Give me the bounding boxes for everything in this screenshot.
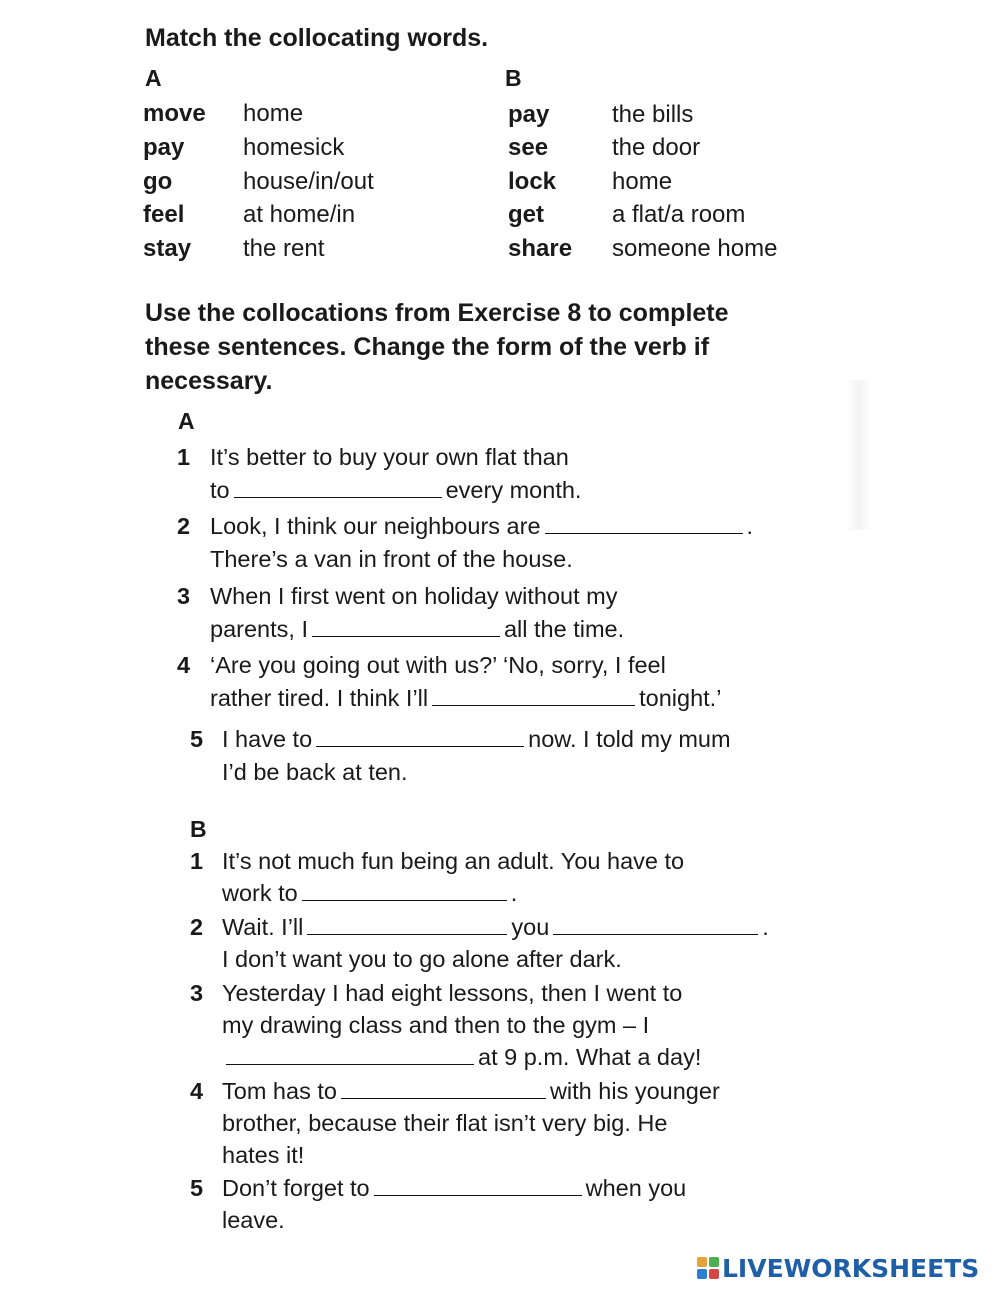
instruction-line: these sentences. Change the form of the verb if — [145, 333, 710, 361]
col-a-phrase: at home/in — [243, 201, 356, 228]
col-a-verb: stay — [143, 235, 192, 262]
sentence-line: parents, I all the time. — [210, 616, 625, 642]
sentence-line: to every month. — [210, 477, 582, 503]
item-number: 3 — [190, 980, 204, 1006]
col-a-verb: go — [143, 168, 173, 195]
sentence-line: There’s a van in front of the house. — [210, 546, 573, 572]
col-a-verb: move — [143, 100, 206, 127]
col-b-verb: get — [508, 201, 544, 228]
sentence-line: Don’t forget to when you — [222, 1175, 687, 1201]
col-a-phrase: homesick — [243, 134, 345, 161]
col-b-phrase: a flat/a room — [612, 201, 746, 228]
col-b-verb: see — [508, 134, 549, 161]
section-a-heading: A — [178, 408, 195, 434]
brand-name: LIVEWORKSHEETS — [722, 1253, 980, 1283]
item-number: 5 — [190, 1175, 204, 1201]
logo-tile-l — [697, 1257, 707, 1267]
col-a-phrase: home — [243, 100, 304, 127]
sentence-line: rather tired. I think I’ll tonight.’ — [210, 685, 722, 711]
sentence-line: I have to now. I told my mum — [222, 726, 731, 752]
instruction-line: Use the collocations from Exercise 8 to complete — [145, 299, 729, 327]
sentence-line: work to . — [222, 880, 518, 906]
sentence-line: Yesterday I had eight lessons, then I went to — [222, 980, 683, 1006]
answer-blank[interactable] — [432, 683, 635, 706]
sentence-line: Tom has to with his younger — [222, 1078, 720, 1104]
col-b-verb: pay — [508, 101, 550, 128]
answer-blank[interactable] — [234, 475, 442, 498]
column-b-heading: B — [505, 65, 522, 91]
col-a-verb: pay — [143, 134, 185, 161]
logo-tile-e — [709, 1269, 719, 1279]
item-number: 2 — [190, 914, 204, 940]
sentence-line: Wait. I’ll you . — [222, 914, 769, 940]
logo-tile-i — [709, 1257, 719, 1267]
item-number: 1 — [190, 848, 204, 874]
item-number: 2 — [177, 513, 191, 539]
col-a-phrase: house/in/out — [243, 168, 374, 195]
col-b-phrase: home — [612, 168, 673, 195]
sentence-line: leave. — [222, 1207, 285, 1233]
answer-blank[interactable] — [553, 912, 758, 935]
sentence-line: ‘Are you going out with us?’ ‘No, sorry, I feel — [210, 652, 666, 678]
answer-blank[interactable] — [341, 1076, 546, 1099]
sentence-line: Look, I think our neighbours are . — [210, 513, 754, 539]
sentence-line: I don’t want you to go alone after dark. — [222, 946, 622, 972]
item-number: 1 — [177, 444, 191, 470]
item-number: 4 — [190, 1078, 204, 1104]
answer-blank[interactable] — [545, 511, 743, 534]
sentence-line: It’s better to buy your own flat than — [210, 444, 569, 470]
sentence-line: I’d be back at ten. — [222, 759, 408, 785]
sentence-line: at 9 p.m. What a day! — [222, 1041, 701, 1074]
sentence-line: When I first went on holiday without my — [210, 583, 618, 609]
section-b-heading: B — [190, 816, 207, 842]
answer-blank[interactable] — [226, 1042, 474, 1065]
col-b-phrase: someone home — [612, 235, 778, 262]
scan-shadow — [846, 380, 872, 530]
sentence-line: my drawing class and then to the gym – I — [222, 1012, 650, 1038]
item-number: 3 — [177, 583, 191, 609]
answer-blank[interactable] — [316, 724, 524, 747]
answer-blank[interactable] — [307, 912, 507, 935]
column-a-heading: A — [145, 65, 162, 91]
col-a-verb: feel — [143, 201, 185, 228]
item-number: 5 — [190, 726, 204, 752]
liveworksheets-logo — [697, 1255, 979, 1281]
col-b-phrase: the door — [612, 134, 701, 161]
item-number: 4 — [177, 652, 191, 678]
col-b-verb: lock — [508, 168, 557, 195]
col-b-verb: share — [508, 235, 573, 262]
sentence-line: It’s not much fun being an adult. You have to — [222, 848, 685, 874]
sentence-line: brother, because their flat isn’t very big. He — [222, 1110, 668, 1136]
col-a-phrase: the rent — [243, 235, 325, 262]
instruction-line: necessary. — [145, 367, 273, 395]
logo-tile-v — [697, 1269, 707, 1279]
answer-blank[interactable] — [312, 614, 500, 637]
answer-blank[interactable] — [302, 878, 507, 901]
logo-mark-icon — [697, 1257, 719, 1279]
answer-blank[interactable] — [374, 1173, 582, 1196]
exercise-8-title: Match the collocating words. — [145, 24, 489, 52]
sentence-line: hates it! — [222, 1142, 305, 1168]
col-b-phrase: the bills — [612, 101, 694, 128]
